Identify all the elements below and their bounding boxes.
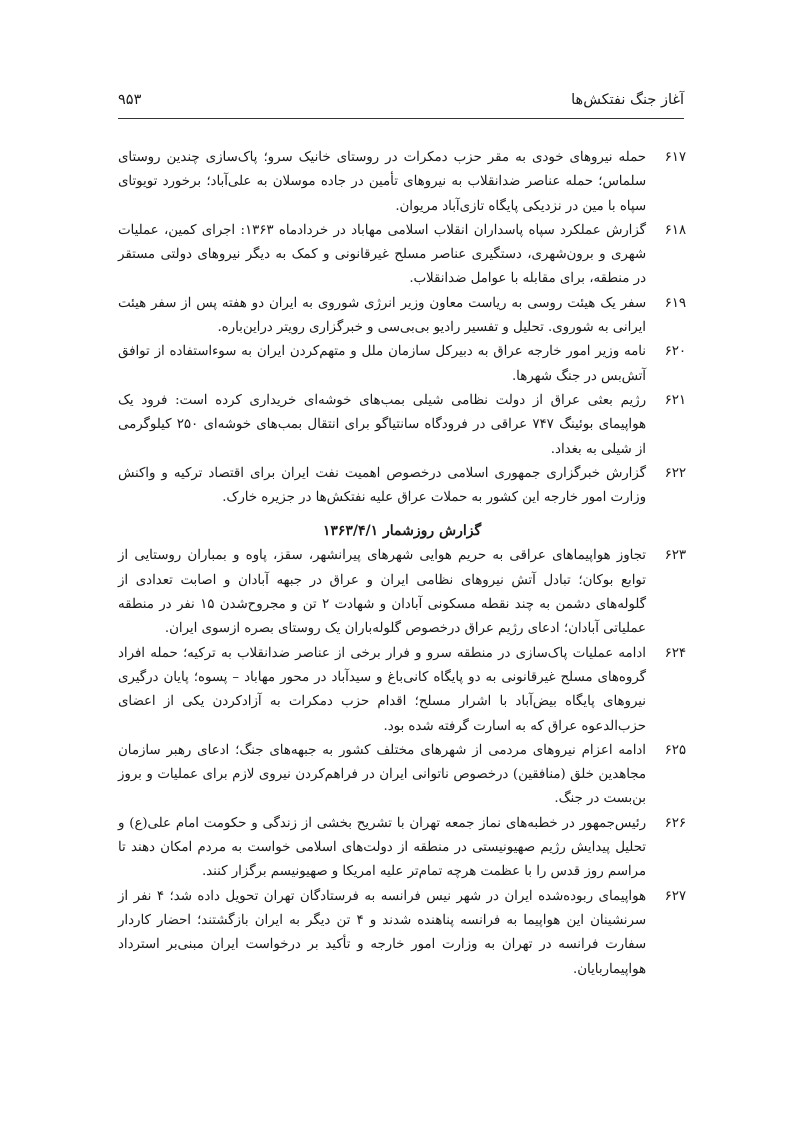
header-rule bbox=[118, 118, 684, 119]
entry-number: ۶۱۸ bbox=[664, 222, 686, 238]
entry-text: نامه وزیر امور خارجه عراق به دبیرکل سازمان ملل و متهم‌کردن ایران به سوءاستفاده از توافق آتش‌بس در جنگ شهرها. bbox=[118, 344, 646, 384]
news-entry bbox=[118, 340, 686, 389]
entry-number: ۶۲۵ bbox=[664, 742, 686, 758]
page-body bbox=[118, 146, 686, 982]
entry-number: ۶۲۳ bbox=[664, 548, 686, 564]
section-heading: گزارش روزشمار ۱۳۶۳/۴/۱ bbox=[322, 523, 482, 540]
news-entry bbox=[118, 739, 686, 812]
entry-text: سفر یک هیئت روسی به ریاست معاون وزیر انرژی شوروی به ایران دو هفته پس از سفر هیئت ایرانی به شوروی. تحلیل و تفسیر رادیو بی‌بی‌سی و خبرگزاری رویتر دراین‌باره. bbox=[118, 295, 646, 336]
entry-text: رژیم بعثی عراق از دولت نظامی شیلی بمب‌های خوشه‌ای خریداری کرده است: فرود یک هواپیمای بوئینگ ۷۴۷ عراقی در فرودگاه سانتیاگو برای انتقال بمب‌های خوشه‌ای ۲۵۰ کیلوگرمی از شیلی به بغداد. bbox=[118, 392, 646, 457]
entry-number: ۶۲۶ bbox=[664, 815, 686, 831]
news-entry bbox=[118, 885, 686, 982]
entry-text: هواپیمای ربوده‌شده ایران در شهر نیس فرانسه به فرستادگان تهران تحویل داده شد؛ ۴ نفر از سرنشینان این هواپیما به فرانسه پناهنده شدند و ۴ تن دیگر به ایران بازگشتند؛ احضار کاردار سفارت فرانسه در تهران به وزارت امور خارجه و تأکید بر درخواست ایران مبنی‌بر استرداد هواپیماربایان. bbox=[118, 888, 646, 977]
entry-number: ۶۲۱ bbox=[664, 392, 686, 408]
news-entry bbox=[118, 146, 686, 219]
news-entry bbox=[118, 462, 686, 511]
entry-text: ادامه اعزام نیروهای مردمی از شهرهای مختلف کشور به جبهه‌های جنگ؛ ادعای رهبر سازمان مجاهدین خلق (منافقین) درخصوص ناتوانی ایران در فراهم‌کردن نیروی لازم برای عملیات و بروز بن‌بست در جنگ. bbox=[118, 742, 646, 807]
entry-text: رئیس‌جمهور در خطبه‌های نماز جمعه تهران با تشریح بخشی از زندگی و حکومت امام علی(ع) و تحلیل پیدایش رژیم صهیونیستی در منطقه از دولت‌های اسلامی خواست به مردم امکان دهند تا مراسم روز قدس را با عظمت هرچه تمام‌تر علیه امریکا و صهیونیسم برگزار کنند. bbox=[118, 815, 646, 880]
news-entry bbox=[118, 544, 686, 641]
news-entry bbox=[118, 389, 686, 462]
page-number: ۹۵۳ bbox=[118, 92, 142, 108]
news-entry bbox=[118, 812, 686, 885]
entry-list-after bbox=[118, 544, 686, 981]
entry-number: ۶۲۰ bbox=[664, 344, 686, 360]
entry-list-before bbox=[118, 146, 686, 510]
entry-number: ۶۱۹ bbox=[664, 295, 686, 311]
news-entry bbox=[118, 642, 686, 739]
chapter-title: آغاز جنگ نفتکش‌ها bbox=[571, 92, 684, 108]
entry-text: ادامه عملیات پاک‌سازی در منطقه سرو و فرار برخی از عناصر ضدانقلاب به ترکیه؛ حمله افراد گروه‌های مسلح غیرقانونی به دو پایگاه کانی‌باغ و سیدآباد در محور مهاباد – پسوه؛ پایان درگیری نیروهای پایگاه بیض‌آباد با اشرار مسلح؛ اقدام حزب دمکرات به آزادکردن یکی از اعضای حزب‌الدعوه عراق که به اسارت گرفته شده بود. bbox=[118, 645, 646, 734]
entry-text: تجاوز هواپیماهای عراقی به حریم هوایی شهرهای پیرانشهر، سقز، پاوه و بمباران روستایی از توابع بوکان؛ تبادل آتش نیروهای نظامی ایران و عراق در جبهه آبادان و اصابت تعدادی از گلوله‌های دشمن به چند نقطه مسکونی آبادان و شهادت ۲ تن و مجروح‌شدن ۱۵ نفر در منطقه عملیاتی آبادان؛ ادعای رژیم عراق درخصوص گلوله‌باران یک روستای بصره ازسوی ایران. bbox=[118, 548, 646, 637]
entry-number: ۶۲۴ bbox=[664, 645, 686, 661]
entry-number: ۶۲۷ bbox=[664, 888, 686, 904]
entry-text: گزارش عملکرد سپاه پاسداران انقلاب اسلامی مهاباد در خردادماه ۱۳۶۳: اجرای کمین، عملیات شهری و برون‌شهری، دستگیری عناصر مسلح غیرقانونی و کمک به دیگر نیروهای دولتی مستقر در منطقه، برای مقابله با عوامل ضدانقلاب. bbox=[118, 222, 647, 287]
entry-text: حمله نیروهای خودی به مقر حزب دمکرات در روستای خانیک سرو؛ پاک‌سازی چندین روستای سلماس؛ حمله عناصر ضدانقلاب به نیروهای تأمین در جاده موسلان به علی‌آباد؛ برخورد تویوتای سپاه با مین در نزدیکی پایگاه تازی‌آباد مریوان. bbox=[118, 150, 646, 214]
news-entry bbox=[118, 219, 686, 292]
news-entry bbox=[118, 292, 686, 341]
running-header bbox=[118, 92, 684, 114]
entry-number: ۶۱۷ bbox=[664, 150, 686, 165]
entry-text: گزارش خبرگزاری جمهوری اسلامی درخصوص اهمیت نفت ایران برای اقتصاد ترکیه و واکنش وزارت امور خارجه این کشور به حملات عراق علیه نفتکش‌ها در جزیره خارک. bbox=[118, 465, 646, 506]
entry-number: ۶۲۲ bbox=[664, 465, 686, 481]
